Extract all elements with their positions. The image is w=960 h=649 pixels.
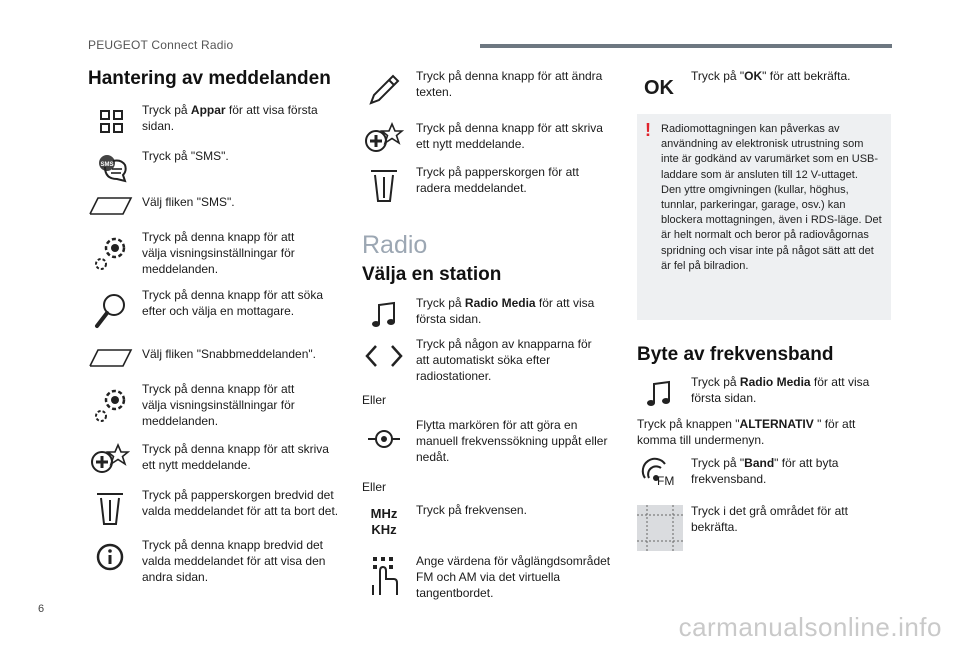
settings-gears-icon: [90, 385, 130, 425]
section-heading-band: Byte av frekvensband: [637, 344, 834, 365]
trash-icon: [364, 166, 404, 206]
instruction-display-settings: [88, 229, 348, 279]
instruction-text: Flytta markören för att göra en manuell frekvenssökning uppåt eller nedåt.: [416, 418, 608, 464]
instruction-text: Tryck på denna knapp för att skriva ett nytt meddelande.: [416, 121, 603, 151]
instruction-text: Välj fliken "SMS".: [142, 195, 235, 209]
instruction-delete-selected: [88, 487, 348, 537]
instruction-text: Tryck på Appar för att visa första sidan.: [142, 103, 318, 133]
instruction-text: Ange värdena för våglängdsområdet FM och AM via det virtuella tangentbordet.: [416, 554, 611, 600]
instruction-text: Tryck på denna knapp för att ändra texten.: [416, 69, 603, 99]
instruction-ok: [637, 68, 897, 108]
ok-icon: OK: [644, 77, 674, 99]
instruction-text: Tryck på någon av knapparna för att automatiskt söka efter radiostationer.: [416, 337, 592, 383]
trash-icon: [90, 489, 130, 529]
radio-fm-icon: FM: [639, 455, 679, 495]
instruction-text: Tryck på denna knapp för att skriva ett nytt meddelande.: [142, 442, 329, 472]
instruction-auto-search: [362, 336, 622, 386]
instruction-text: Tryck på "OK" för att bekräfta.: [691, 69, 851, 83]
warning-icon: !: [645, 120, 651, 140]
instruction-tab-quick: [88, 346, 348, 376]
instruction-tab-sms: [88, 194, 348, 224]
warning-box: [637, 114, 891, 320]
instruction-edit-text: [362, 68, 622, 112]
page-number: 6: [38, 603, 45, 615]
instruction-text: Tryck på papperskorgen för att radera meddelandet.: [416, 165, 579, 195]
instruction-text: Tryck på denna knapp bredvid det valda meddelandet för att visa den andra sidan.: [142, 538, 326, 584]
instruction-keypad: [362, 553, 622, 603]
instruction-text: Tryck på Radio Media för att visa första sidan.: [416, 296, 595, 326]
instruction-text: Tryck i det grå området för att bekräfta.: [691, 504, 848, 534]
instruction-text: Tryck på "Band" för att byta frekvensband.: [691, 456, 839, 486]
instruction-text: Tryck på "SMS".: [142, 149, 229, 163]
section-heading-select-station: Välja en station: [362, 264, 502, 285]
instruction-radio-media: [362, 295, 622, 335]
chevrons-icon: [364, 336, 404, 376]
instruction-text: Tryck på Radio Media för att visa första sidan.: [691, 375, 870, 405]
instruction-manual-search: [362, 417, 622, 467]
instruction-new-message-2: [362, 118, 622, 158]
instruction-band: [637, 455, 897, 499]
instruction-text: Tryck på papperskorgen bredvid det valda meddelandet för att ta bort det.: [142, 488, 339, 518]
settings-gears-icon: [90, 233, 130, 273]
instruction-text: Tryck på frekvensen.: [416, 503, 527, 517]
music-note-icon: [364, 295, 404, 335]
section-heading-messages: Hantering av meddelanden: [88, 68, 331, 89]
instruction-text: Tryck på denna knapp för att välja visningsinställningar för meddelanden.: [142, 382, 295, 428]
add-favorite-icon: [364, 118, 404, 158]
keypad-icon: [364, 555, 404, 595]
instruction-text: Tryck på denna knapp för att välja visningsinställningar för meddelanden.: [142, 230, 295, 276]
add-favorite-icon: [90, 439, 130, 479]
watermark: carmanualsonline.info: [678, 612, 942, 642]
search-icon: [90, 291, 130, 331]
or-label: Eller: [362, 480, 387, 494]
instruction-search-recipient: [88, 287, 348, 331]
grid-icon: [92, 102, 132, 142]
pencil-icon: [364, 70, 404, 110]
instruction-text: Välj fliken "Snabbmeddelanden".: [142, 347, 316, 361]
frequency-units-icon: MHz KHz: [370, 506, 398, 537]
instruction-sms: [88, 146, 348, 186]
music-note-icon: [639, 374, 679, 414]
info-icon: [90, 537, 130, 577]
grey-area-icon: [637, 505, 683, 551]
instruction-new-message: [88, 439, 348, 479]
instruction-apps: [88, 102, 348, 142]
or-label: Eller: [362, 393, 387, 407]
instruction-display-settings-2: [88, 381, 348, 431]
instruction-text: Tryck på denna knapp för att söka efter och välja en mottagare.: [142, 288, 323, 318]
header-title: PEUGEOT Connect Radio: [88, 38, 234, 52]
instruction-press-frequency: [362, 502, 622, 546]
options-instruction: Tryck på knappen "ALTERNATIV " för att komma till undermenyn.: [637, 417, 856, 447]
warning-text: Radiomottagningen kan påverkas av användning av elektronisk utrustning som inte är godkänd av varumärket som en USB-laddare som är ansluten till 12 V-uttaget. Den yttre omgivningen (kullar, höghus, tunnlar, parkeringar, garage, osv.) kan blockera mottagningen, även i RDS-läge. Det är helt normalt och beror på radiovågornas spridning och visar inte på något sätt att det är fel på bilradion.: [661, 123, 882, 272]
tab-icon: [88, 338, 134, 378]
instruction-delete-message: [362, 164, 622, 208]
header-bar: [480, 44, 892, 48]
instruction-grey-area: [637, 503, 897, 553]
slider-cursor-icon: [364, 419, 404, 459]
section-heading-radio: Radio: [362, 231, 428, 259]
svg-text:SMS: SMS: [100, 162, 114, 168]
sms-icon: [92, 148, 132, 188]
tab-icon: [88, 186, 134, 226]
instruction-second-page: [88, 537, 348, 587]
instruction-radio-media-2: [637, 374, 897, 414]
